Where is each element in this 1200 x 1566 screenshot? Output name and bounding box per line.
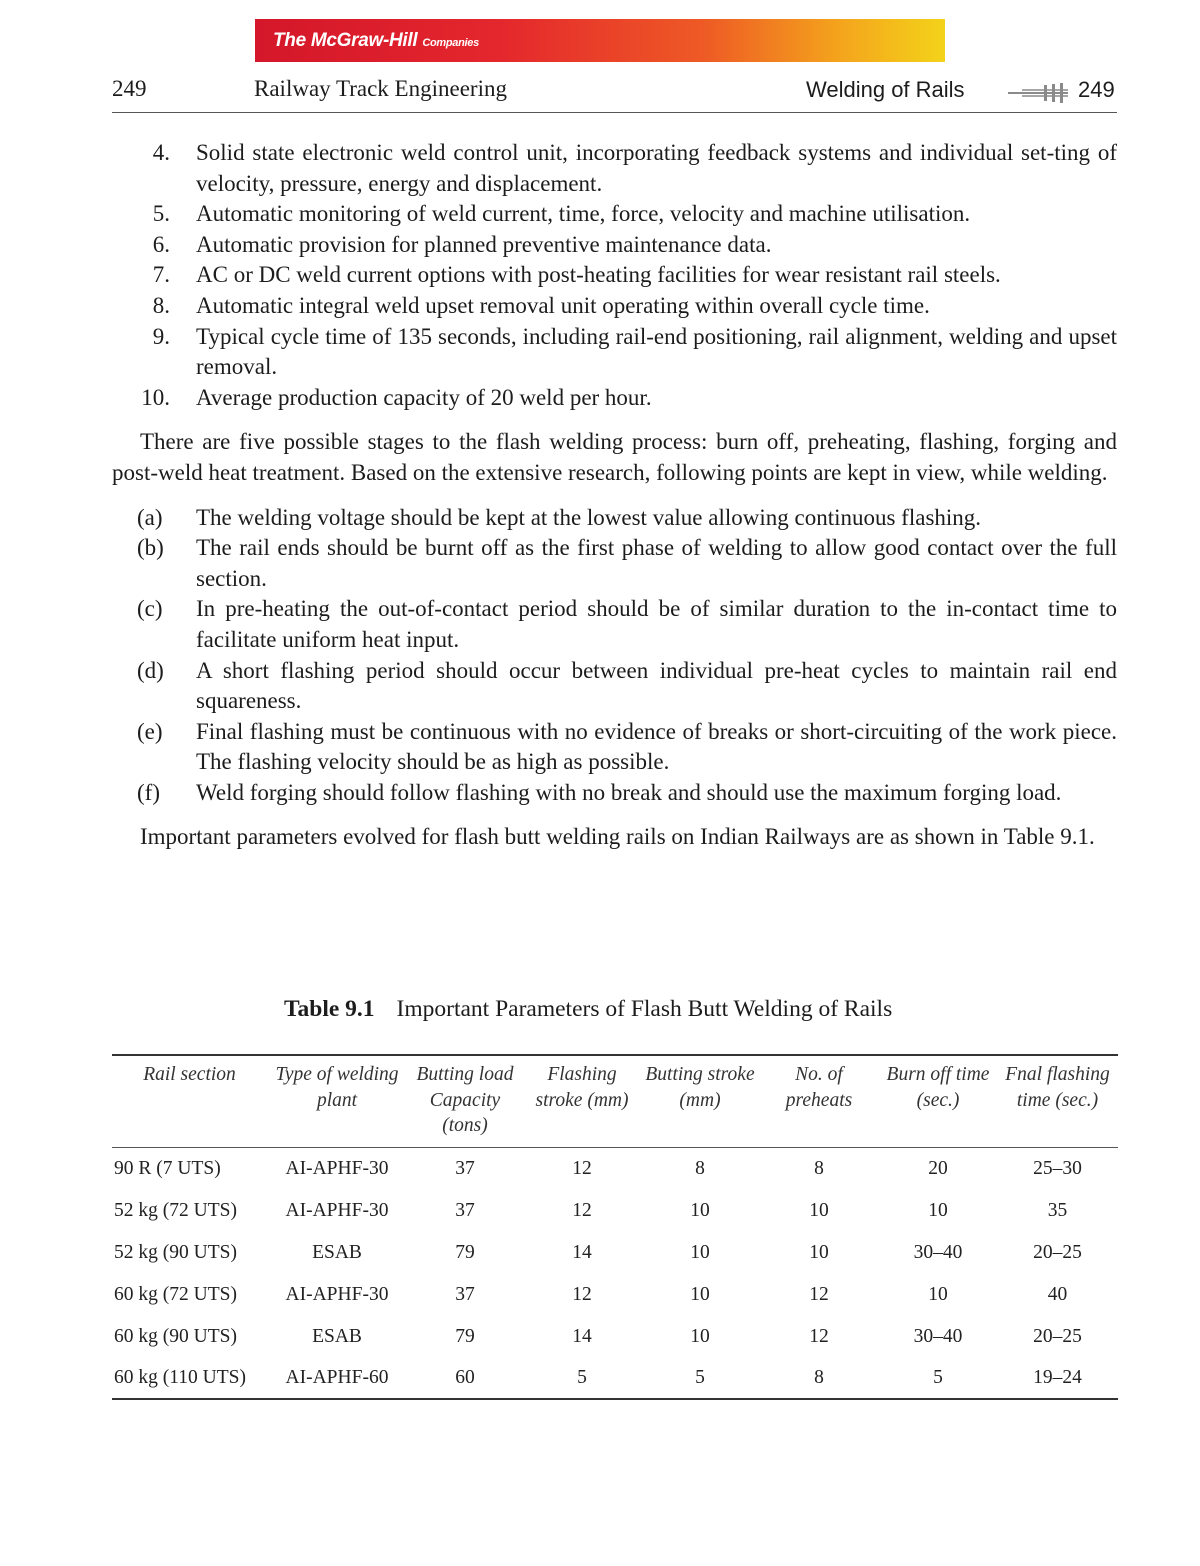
table-cell: 12 (572, 1283, 592, 1305)
header-rule (112, 112, 1117, 113)
table-row (112, 1274, 1118, 1316)
column-header: Butting stroke (mm) (641, 1055, 759, 1147)
table-cell: 10 (809, 1199, 829, 1221)
table-cell: AI-APHF-30 (285, 1283, 389, 1305)
table-cell: 14 (572, 1325, 592, 1347)
left-page-number: 249 (112, 76, 147, 101)
table-cell: AI-APHF-60 (267, 1358, 407, 1399)
column-header: No. of preheats (759, 1055, 879, 1147)
list-item (112, 656, 1117, 717)
publisher-logo (273, 30, 479, 52)
item-text: The welding voltage should be kept at the lowest value allowing continuous flashing. (196, 504, 982, 530)
table-cell: 90 R (7 UTS) (114, 1157, 221, 1179)
table-cell: 60 (407, 1358, 523, 1399)
table-caption-label: Table 9.1 (284, 996, 375, 1022)
list-item (112, 322, 1117, 383)
item-label: (f) (137, 779, 160, 805)
table-cell: 8 (759, 1358, 879, 1399)
item-text: Automatic integral weld upset removal unit operating within overall cycle time. (196, 292, 930, 318)
book-title: Railway Track Engineering (254, 76, 507, 101)
column-header: Burn off time (sec.) (879, 1055, 997, 1147)
item-number: 6. (152, 231, 170, 257)
list-item (112, 503, 1117, 534)
paragraph-stages: There are five possible stages to the flash welding process: burn off, preheating, flashing, forging and post-weld heat treatment. Based on the extensive research, following points are kept in view, while welding. (112, 429, 1117, 485)
table-row (112, 1232, 1118, 1274)
table-cell: 12 (809, 1325, 829, 1347)
parameters-table (112, 1054, 1118, 1400)
table-cell: 10 (690, 1283, 710, 1305)
item-number: 10. (141, 384, 170, 410)
column-header: Flashing stroke (mm) (523, 1055, 641, 1147)
table-row (112, 1147, 1118, 1190)
list-item (112, 533, 1117, 594)
item-text: A short flashing period should occur between individual pre-heat cycles to maintain rail end squareness. (196, 657, 1117, 714)
table-cell: 10 (928, 1199, 948, 1221)
column-header: Rail section (112, 1055, 267, 1147)
item-label: (e) (137, 718, 163, 744)
table-cell: 52 kg (72 UTS) (114, 1199, 237, 1221)
table-cell: 37 (455, 1157, 475, 1179)
table-caption (284, 996, 892, 1023)
list-item (112, 260, 1117, 291)
numbered-list (112, 138, 1117, 413)
table-cell: 37 (455, 1199, 475, 1221)
table-row (112, 1316, 1118, 1358)
table-cell: 12 (809, 1283, 829, 1305)
column-header: Fnal flashing time (sec.) (997, 1055, 1118, 1147)
page-body (112, 138, 1117, 853)
table-cell: 10 (690, 1199, 710, 1221)
publisher-name: The McGraw-Hill (273, 30, 418, 51)
table-cell: 25–30 (1033, 1157, 1082, 1179)
lettered-list (112, 503, 1117, 809)
item-text: In pre-heating the out-of-contact period should be of similar duration to the in-contact time to facilitate uniform heat input. (196, 596, 1117, 652)
table-cell: 10 (690, 1325, 710, 1347)
table-header-row (112, 1055, 1118, 1147)
table-cell: 60 kg (90 UTS) (114, 1325, 237, 1347)
table-cell: 79 (455, 1241, 475, 1263)
item-label: (b) (137, 535, 164, 561)
item-text: Final flashing must be continuous with no evidence of breaks or short-circuiting of the work piece. The flashing velocity should be as high as possible. (196, 718, 1117, 775)
item-number: 8. (152, 292, 170, 318)
table-caption-title: Important Parameters of Flash Butt Welding of Rails (396, 996, 893, 1022)
item-text: Solid state electronic weld control unit, incorporating feedback systems and individual set-ting of velocity, pressure, energy and displacement. (196, 140, 1117, 196)
table-cell: 20–25 (1033, 1325, 1082, 1347)
table-cell: ESAB (312, 1241, 362, 1263)
table-cell: 52 kg (90 UTS) (114, 1241, 237, 1263)
list-item (112, 230, 1117, 261)
table-cell: 5 (641, 1358, 759, 1399)
table-cell: 10 (809, 1241, 829, 1263)
chapter-title: Welding of Rails (806, 77, 965, 102)
list-item (112, 199, 1117, 230)
table-cell: 12 (572, 1157, 592, 1179)
rail-track-icon (1008, 83, 1068, 103)
table-cell: 12 (572, 1199, 592, 1221)
table-cell: 10 (690, 1241, 710, 1263)
list-item (112, 383, 1117, 414)
table-row (112, 1190, 1118, 1232)
list-item (112, 594, 1117, 655)
table-cell: AI-APHF-30 (285, 1199, 389, 1221)
table-cell: 37 (455, 1283, 475, 1305)
table-cell: 14 (572, 1241, 592, 1263)
item-text: Average production capacity of 20 weld per hour. (196, 384, 652, 410)
item-text: Typical cycle time of 135 seconds, including rail-end positioning, rail alignment, welding and upset removal. (196, 323, 1117, 380)
item-number: 9. (152, 323, 170, 349)
table-cell: 5 (879, 1358, 997, 1399)
table-cell: 60 kg (110 UTS) (112, 1358, 267, 1399)
table-cell: ESAB (312, 1325, 362, 1347)
table-cell: 40 (1047, 1283, 1068, 1305)
right-page-number: 249 (1078, 77, 1115, 102)
table-cell: 79 (455, 1325, 475, 1347)
item-number: 4. (152, 140, 170, 165)
table-cell: 20–25 (1033, 1241, 1082, 1263)
paragraph-table-intro: Important parameters evolved for flash butt welding rails on Indian Railways are as shown in Table 9.1. (140, 824, 1095, 850)
column-header: Type of welding plant (267, 1055, 407, 1147)
table-cell: 35 (1047, 1199, 1068, 1221)
item-label: (a) (137, 504, 163, 530)
list-item (112, 291, 1117, 322)
table-cell: 8 (695, 1157, 705, 1179)
table-cell: 5 (523, 1358, 641, 1399)
item-number: 7. (152, 262, 170, 288)
item-text: AC or DC weld current options with post-heating facilities for wear resistant rail steels. (196, 262, 1001, 288)
table-cell: 20 (928, 1157, 948, 1179)
publisher-banner (255, 19, 945, 62)
item-text: Automatic monitoring of weld current, time, force, velocity and machine utilisation. (196, 201, 971, 227)
table-cell: 8 (814, 1157, 824, 1179)
table-cell: 30–40 (913, 1325, 963, 1347)
table-cell: 30–40 (913, 1241, 963, 1263)
item-label: (c) (137, 596, 163, 622)
list-item (112, 717, 1117, 778)
table-cell: 60 kg (72 UTS) (114, 1283, 237, 1305)
item-number: 5. (152, 201, 170, 227)
list-item (112, 138, 1117, 199)
item-text: Weld forging should follow flashing with no break and should use the maximum forging load. (196, 779, 1062, 805)
item-text: The rail ends should be burnt off as the first phase of welding to allow good contact over the full section. (196, 535, 1117, 591)
item-text: Automatic provision for planned preventive maintenance data. (196, 231, 772, 257)
table-cell: AI-APHF-30 (285, 1157, 389, 1179)
table-row (112, 1358, 1118, 1399)
table-cell: 10 (928, 1283, 948, 1305)
column-header: Butting load Capacity (tons) (407, 1055, 523, 1147)
publisher-suffix: Companies (422, 37, 479, 49)
item-label: (d) (137, 657, 164, 683)
table-cell: 19–24 (997, 1358, 1118, 1399)
list-item (112, 778, 1117, 809)
